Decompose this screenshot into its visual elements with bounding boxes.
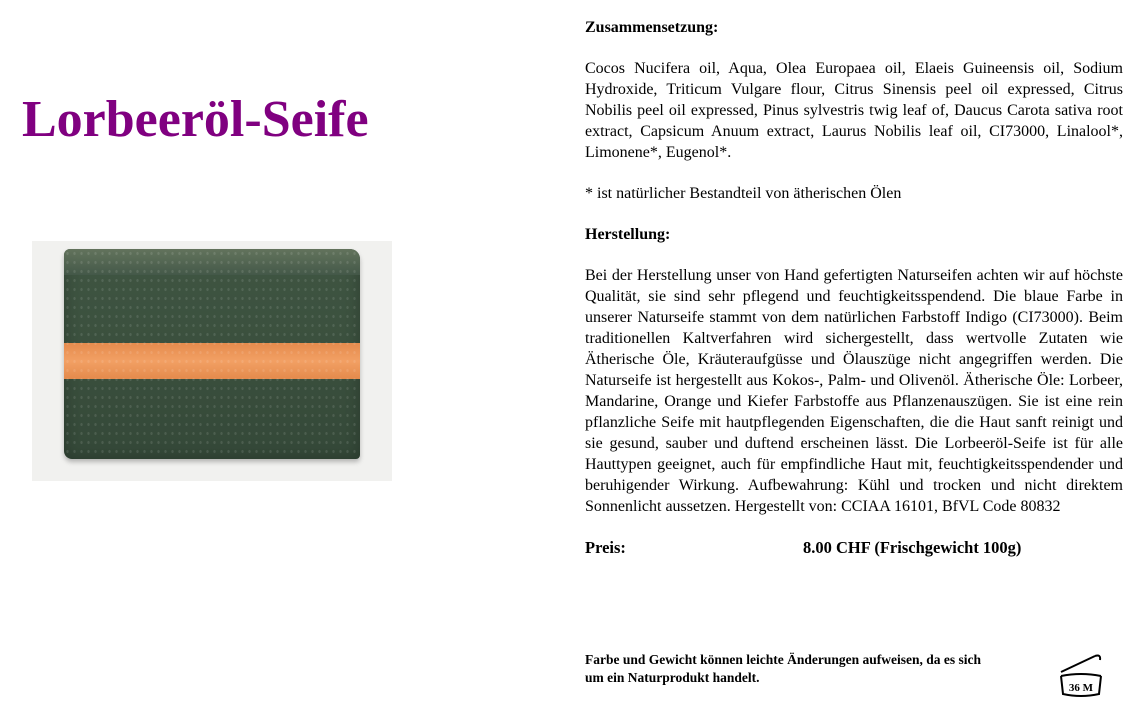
composition-text: Cocos Nucifera oil, Aqua, Olea Europaea oil, Elaeis Guineensis oil, Sodium Hydroxide, Triticum Vulgare flour, Citrus Sinensis peel oil expressed, Citrus Nobilis peel oil expressed, Pinus sylvestris twig leaf of, Daucus Carota sativa root extract, Capsicum Anuum extract, Laurus Nobilis leaf oil, CI73000, Linalool*, Limonene*, Eugenol*. xyxy=(585,60,1123,161)
product-description xyxy=(585,17,1123,558)
production-heading: Herstellung: xyxy=(585,226,671,243)
disclaimer-line-1: Farbe und Gewicht können leichte Änderungen aufweisen, da es sich xyxy=(585,652,982,667)
price-row xyxy=(585,537,1123,558)
price-label: Preis: xyxy=(585,538,626,557)
soap-texture xyxy=(64,249,360,459)
open-jar-icon xyxy=(1055,652,1107,698)
pao-label: 36 M xyxy=(1068,682,1094,694)
disclaimer-note xyxy=(585,651,1055,687)
composition-footnote: * ist natürlicher Bestandteil von ätherischen Ölen xyxy=(585,185,902,202)
soap-bar-photo xyxy=(32,241,392,481)
disclaimer-line-2: um ein Naturprodukt handelt. xyxy=(585,670,760,685)
price-value: 8.00 CHF (Frischgewicht 100g) xyxy=(803,538,1022,557)
composition-heading: Zusammensetzung: xyxy=(585,19,719,36)
production-text: Bei der Herstellung unser von Hand gefertigten Naturseifen achten wir auf höchste Qualität, sie sind sehr pflegend und feuchtigkeitsspendend. Die blaue Farbe in unserer Naturseife stammt von dem natürlichen Farbstoff Indigo (CI73000). Beim traditionellen Kaltverfahren wird sichergestellt, dass wertvolle Zutaten wie Ätherische Öle, Kräuteraufgüsse und Ölauszüge nicht angegriffen werden. Die Naturseife ist hergestellt aus Kokos-, Palm- und Olivenöl. Ätherische Öle: Lorbeer, Mandarine, Orange und Kiefer Farbstoffe aus Pflanzenauszügen. Sie ist eine rein pflanzliche Seife mit hautpflegenden Eigenschaften, die die Haut sanft reinigt und sie gesund, sauber und duftend erscheinen lässt. Die Lorbeeröl-Seife ist für alle Hauttypen geeignet, auch für empfindliche Haut mit, feuchtigkeitsspendender und beruhigender Wirkung. Aufbewahrung: Kühl und trocken und nicht direktem Sonnenlicht aussetzen. Hergestellt von: CCIAA 16101, BfVL Code 80832 xyxy=(585,267,1123,515)
product-title: Lorbeeröl-Seife xyxy=(22,91,369,148)
soap-bar xyxy=(64,249,360,459)
